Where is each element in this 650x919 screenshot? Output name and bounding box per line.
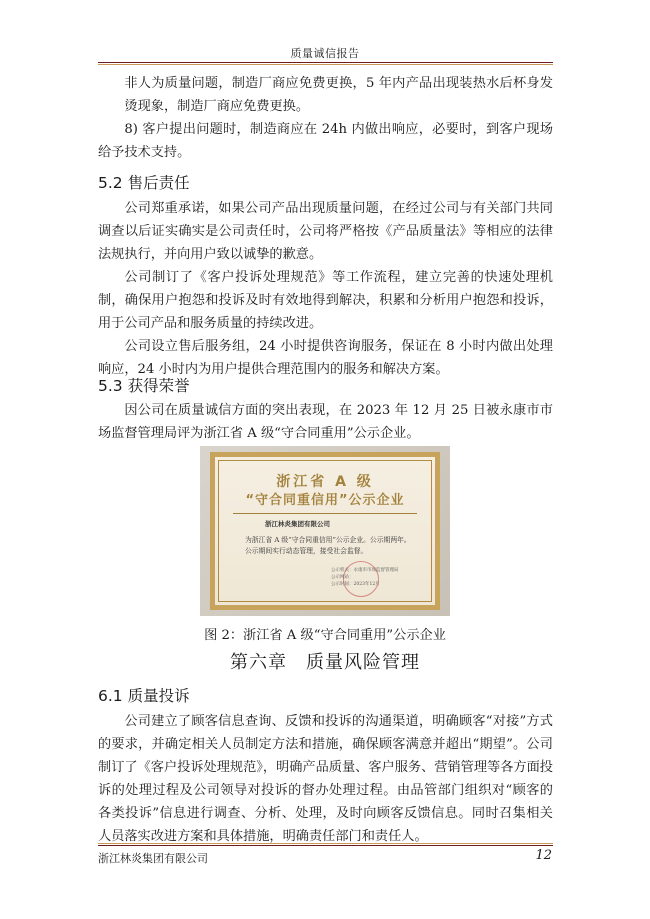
certificate-text: 为浙江省 A 级“守合同重信用”公示企业。公示期两年。公示期间实行动态管理，接受社会监督。 bbox=[245, 536, 411, 555]
certificate-issuer: 公示机关：永康市市场监督管理局 公示网站： 公示时间：2023年12月 bbox=[331, 568, 399, 587]
section-5-2-body bbox=[98, 197, 553, 381]
seal-stamp bbox=[343, 561, 379, 597]
certificate-title-line2: “守合同重信用”公示企业 bbox=[245, 493, 405, 508]
certificate-org: 浙江林炎集团有限公司 bbox=[265, 520, 330, 528]
paragraph: 公司制订了《客户投诉处理规范》等工作流程，建立完善的快速处理机制，确保用户抱怨和投诉及时有效地得到解决，积累和分析用户抱怨和投诉，用于公司产品和服务质量的持续改进。 bbox=[98, 270, 553, 331]
continued-list-item: 非人为质量问题，制造厂商应免费更换，5 年内产品出现装热水后杯身发烫现象，制造厂商应免费更换。 bbox=[124, 76, 553, 114]
section-6-1-body bbox=[98, 710, 553, 848]
figure-caption: 图 2：浙江省 A 级“守合同重用”公示企业 bbox=[204, 628, 446, 643]
section-5-3-body bbox=[98, 399, 553, 445]
footer-rule bbox=[98, 845, 553, 846]
header-rule bbox=[98, 62, 553, 63]
top-continuation bbox=[98, 72, 553, 164]
certificate-title-line1: 浙江省 A 级 bbox=[276, 474, 374, 490]
paragraph: 公司设立售后服务组，24 小时提供咨询服务，保证在 8 小时内做出处理响应，24 小时内为用户提供合理范围内的服务和解决方案。 bbox=[98, 339, 553, 377]
paragraph: 因公司在质量诚信方面的突出表现，在 2023 年 12 月 25 日被永康市市场监督管理局评为浙江省 A 级“守合同重用”公示企业。 bbox=[98, 403, 553, 441]
paragraph: 公司建立了顾客信息查询、反馈和投诉的沟通渠道，明确顾客“对接”方式的要求，并确定相关人员制定方法和措施，确保顾客满意并超出“期望”。公司制订了《客户投诉处理规范》，明确产品质量、客户服务、营销管理等各方面投诉的处理过程及公司领导对投诉的督办处理过程。由品管部门组织对“顾客的各类投诉”信息进行调查、分析、处理，及时向顾客反馈信息。同时召集相关人员落实改进方案和具体措施，明确责任部门和责任人。 bbox=[98, 714, 553, 844]
header-title: 质量诚信报告 bbox=[290, 47, 360, 60]
header-rule-accent bbox=[98, 64, 553, 65]
section-heading-5-3: 5.3 获得荣誉 bbox=[98, 377, 190, 395]
page-number: 12 bbox=[535, 848, 552, 863]
footer-rule-accent bbox=[98, 843, 553, 844]
certificate-divider bbox=[233, 513, 417, 514]
certificate-photo bbox=[200, 446, 450, 616]
paragraph: 公司郑重承诺，如果公司产品出现质量问题，在经过公司与有关部门共同调查以后证实确实是公司责任时，公司将严格按《产品质量法》等相应的法律法规执行，并向用户致以诚挚的歉意。 bbox=[98, 201, 553, 262]
section-heading-5-2: 5.2 售后责任 bbox=[98, 174, 190, 192]
footer-company: 浙江林炎集团有限公司 bbox=[98, 852, 208, 865]
list-item-8: 8) 客户提出问题时，制造商应在 24h 内做出响应，必要时，到客户现场给予技术支持。 bbox=[98, 122, 553, 160]
chapter-title: 第六章 质量风险管理 bbox=[230, 652, 420, 673]
section-heading-6-1: 6.1 质量投诉 bbox=[98, 687, 190, 705]
certificate bbox=[210, 452, 440, 610]
